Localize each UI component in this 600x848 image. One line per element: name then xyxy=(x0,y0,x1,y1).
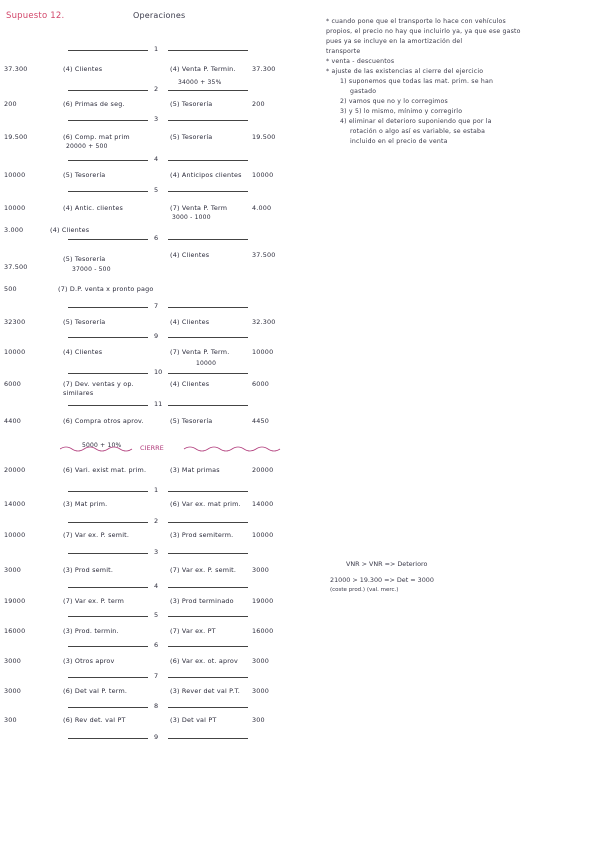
journal-entry: 10000 (4) Clientes (7) Venta P. Term. 10000 10000 xyxy=(4,348,274,367)
closing-entry: 14000 (3) Mat prim. (6) Var ex. mat prim. 14000 xyxy=(4,500,274,508)
journal-entry: 6000 (7) Dev. ventas y op. similares (4) Clientes 6000 xyxy=(4,380,270,397)
journal-entry: 37.300 (4) Clientes (4) Venta P. Termin. 37.300 34000 + 35% xyxy=(4,65,276,86)
separator: 5 xyxy=(60,612,260,620)
separator: 5 xyxy=(60,187,260,195)
journal-entry: 500 (7) D.P. venta x pronto pago xyxy=(4,285,154,293)
side-notes: * cuando pone que el transporte lo hace con vehículos propios, el precio no hay que incluirlo ya, ya que ese gasto pues ya se incluye en la amortización del transporte * venta - descuentos * ajuste de las existencias al cierre del ejercicio 1) suponemos que todas las mat. prim. se han gastado 2) vamos que no y lo corregimos 3) y 5) lo mismo, mínimo y corregirlo 4) eliminar el deterioro suponiendo que por la rotación o algo así es variable, se estaba incluido en el precio de venta xyxy=(326,18,521,145)
closing-entry: 3000 (6) Det val P. term. (3) Rever det val P.T. 3000 xyxy=(4,687,270,695)
separator: 10 xyxy=(60,369,260,377)
cierre-label: CIERRE xyxy=(140,444,164,452)
separator: 7 xyxy=(60,303,260,311)
journal-entry: 10000 (5) Tesorería (4) Anticipos clientes 10000 xyxy=(4,171,274,179)
separator: 6 xyxy=(60,235,260,243)
closing-entry: 300 (6) Rev det. val PT (3) Det val PT 300 xyxy=(4,716,265,724)
formula-line: VNR > VNR => Deterioro xyxy=(346,560,428,568)
separator: 11 xyxy=(60,401,260,409)
journal-entry: 37.500 (5) Tesorería (4) Clientes 37.500 37000 - 500 xyxy=(4,251,276,273)
separator: 6 xyxy=(60,642,260,650)
separator: 3 xyxy=(60,549,260,557)
wavy-line xyxy=(60,444,300,454)
journal-entry: 32300 (5) Tesorería (4) Clientes 32.300 xyxy=(4,318,276,326)
page-subtitle: Operaciones xyxy=(133,11,186,20)
closing-entry: 20000 (6) Vari. exist mat. prim. (3) Mat primas 20000 xyxy=(4,466,274,474)
page-title: Supuesto 12. xyxy=(6,11,65,21)
journal-entry: 10000 (4) Antic. clientes (7) Venta P. Term 4.000 3000 - 1000 xyxy=(4,204,272,221)
formula-caption: (coste prod.) (val. merc.) xyxy=(330,587,399,593)
closing-entry: 3000 (3) Otros aprov (6) Var ex. ot. aprov 3000 xyxy=(4,657,270,665)
separator: 9 xyxy=(60,333,260,341)
separator: 1 xyxy=(60,487,260,495)
separator: 7 xyxy=(60,673,260,681)
formula-line: 21000 > 19.300 => Det = 3000 xyxy=(330,576,434,584)
journal-entry: 4400 (6) Compra otros aprov. (5) Tesorería 4450 5000 + 10% xyxy=(4,417,270,449)
closing-entry: 3000 (3) Prod semit. (7) Var ex. P. semit. 3000 xyxy=(4,566,270,574)
separator: 8 xyxy=(60,703,260,711)
separator: 3 xyxy=(60,116,260,124)
journal-entry: 19.500 (6) Comp. mat prim (5) Tesorería 19.500 20000 + 500 xyxy=(4,133,276,150)
cierre-divider xyxy=(60,444,300,454)
separator: 4 xyxy=(60,583,260,591)
closing-entry: 16000 (3) Prod. termin. (7) Var ex. PT 16000 xyxy=(4,627,274,635)
separator: 9 xyxy=(60,734,260,742)
separator: 4 xyxy=(60,156,260,164)
journal-entry-extra: 3.000 (4) Clientes xyxy=(4,226,90,234)
separator: 2 xyxy=(60,518,260,526)
separator: 1 xyxy=(60,46,260,54)
journal-entry: 200 (6) Primas de seg. (5) Tesorería 200 xyxy=(4,100,265,108)
closing-entry: 10000 (7) Var ex. P. semit. (3) Prod semiterm. 10000 xyxy=(4,531,274,539)
separator: 2 xyxy=(60,86,260,94)
closing-entry: 19000 (7) Var ex. P. term (3) Prod terminado 19000 xyxy=(4,597,274,605)
